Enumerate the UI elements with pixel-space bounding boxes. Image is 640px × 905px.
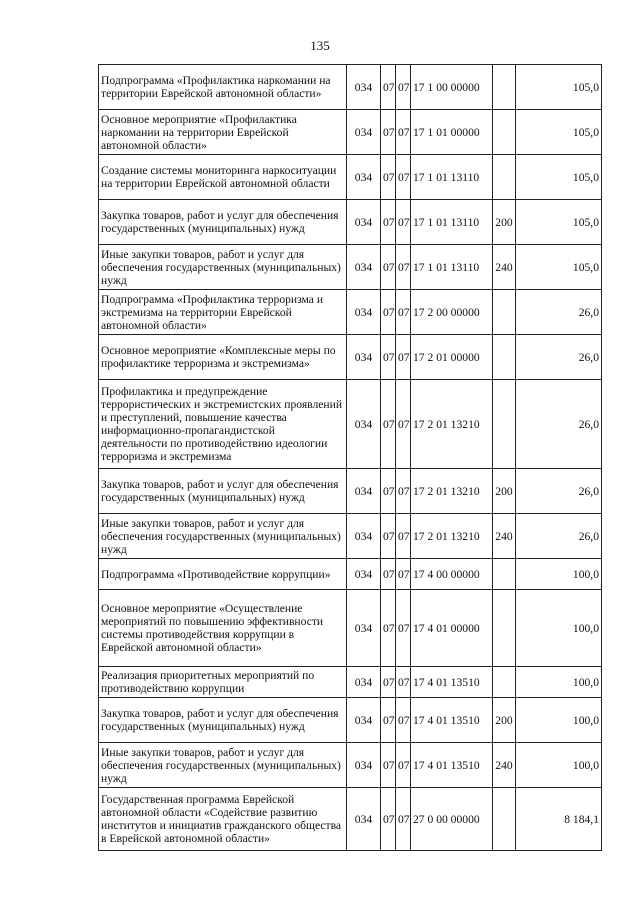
table-row xyxy=(99,110,602,155)
article-code: 17 2 01 13210 xyxy=(411,380,493,469)
subsection-code: 07 xyxy=(396,667,411,698)
amount: 105,0 xyxy=(516,200,602,245)
expense-type-code xyxy=(493,65,516,110)
ministry-code: 034 xyxy=(347,698,381,743)
subsection-code: 07 xyxy=(396,788,411,851)
amount: 26,0 xyxy=(516,335,602,380)
table-row xyxy=(99,469,602,514)
amount: 100,0 xyxy=(516,559,602,590)
expense-type-code xyxy=(493,590,516,667)
ministry-code: 034 xyxy=(347,667,381,698)
amount: 105,0 xyxy=(516,110,602,155)
article-code: 17 4 00 00000 xyxy=(411,559,493,590)
subsection-code: 07 xyxy=(396,559,411,590)
subsection-code: 07 xyxy=(396,380,411,469)
table-row xyxy=(99,380,602,469)
expense-type-code: 200 xyxy=(493,200,516,245)
expense-type-code xyxy=(493,335,516,380)
amount: 100,0 xyxy=(516,667,602,698)
budget-table xyxy=(98,64,602,851)
table-row xyxy=(99,788,602,851)
row-name: Иные закупки товаров, работ и услуг для обеспечения государственных (муниципальных) нужд xyxy=(99,743,347,788)
row-name: Подпрограмма «Противодействие коррупции» xyxy=(99,559,347,590)
subsection-code: 07 xyxy=(396,514,411,559)
section-code: 07 xyxy=(381,469,396,514)
expense-type-code xyxy=(493,667,516,698)
ministry-code: 034 xyxy=(347,380,381,469)
table-row xyxy=(99,559,602,590)
expense-type-code: 200 xyxy=(493,469,516,514)
article-code: 17 1 01 13110 xyxy=(411,200,493,245)
expense-type-code: 240 xyxy=(493,514,516,559)
row-name: Закупка товаров, работ и услуг для обеспечения государственных (муниципальных) нужд xyxy=(99,469,347,514)
amount: 100,0 xyxy=(516,590,602,667)
section-code: 07 xyxy=(381,245,396,290)
section-code: 07 xyxy=(381,380,396,469)
table-row xyxy=(99,290,602,335)
amount: 26,0 xyxy=(516,380,602,469)
article-code: 17 1 01 13110 xyxy=(411,245,493,290)
section-code: 07 xyxy=(381,667,396,698)
expense-type-code xyxy=(493,788,516,851)
ministry-code: 034 xyxy=(347,155,381,200)
ministry-code: 034 xyxy=(347,559,381,590)
expense-type-code: 240 xyxy=(493,743,516,788)
page-number: 135 xyxy=(310,38,330,53)
section-code: 07 xyxy=(381,514,396,559)
table-row xyxy=(99,335,602,380)
table-row xyxy=(99,698,602,743)
section-code: 07 xyxy=(381,743,396,788)
article-code: 17 4 01 13510 xyxy=(411,667,493,698)
amount: 26,0 xyxy=(516,290,602,335)
expense-type-code xyxy=(493,380,516,469)
row-name: Государственная программа Еврейской автономной области «Содействие развитию институтов и инициатив гражданского общества в Еврейской автономной области» xyxy=(99,788,347,851)
article-code: 17 4 01 13510 xyxy=(411,698,493,743)
section-code: 07 xyxy=(381,788,396,851)
row-name: Подпрограмма «Профилактика терроризма и экстремизма на территории Еврейской автономной области» xyxy=(99,290,347,335)
row-name: Основное мероприятие «Профилактика наркомании на территории Еврейской автономной области» xyxy=(99,110,347,155)
row-name: Профилактика и предупреждение террористических и экстремистских проявлений и преступлений, повышение качества информационно-пропагандистской деятельности по противодействию идеологии терроризма и экстремизма xyxy=(99,380,347,469)
table-row xyxy=(99,65,602,110)
table-row xyxy=(99,667,602,698)
row-name: Создание системы мониторинга наркоситуации на территории Еврейской автономной области xyxy=(99,155,347,200)
row-name: Иные закупки товаров, работ и услуг для обеспечения государственных (муниципальных) нужд xyxy=(99,245,347,290)
table-row xyxy=(99,743,602,788)
section-code: 07 xyxy=(381,65,396,110)
expense-type-code xyxy=(493,155,516,200)
row-name: Основное мероприятие «Комплексные меры по профилактике терроризма и экстремизма» xyxy=(99,335,347,380)
subsection-code: 07 xyxy=(396,590,411,667)
table-row xyxy=(99,514,602,559)
amount: 100,0 xyxy=(516,743,602,788)
expense-type-code: 240 xyxy=(493,245,516,290)
subsection-code: 07 xyxy=(396,155,411,200)
subsection-code: 07 xyxy=(396,110,411,155)
amount: 105,0 xyxy=(516,155,602,200)
section-code: 07 xyxy=(381,698,396,743)
expense-type-code xyxy=(493,290,516,335)
table-row xyxy=(99,590,602,667)
ministry-code: 034 xyxy=(347,245,381,290)
article-code: 17 1 01 13110 xyxy=(411,155,493,200)
subsection-code: 07 xyxy=(396,469,411,514)
ministry-code: 034 xyxy=(347,110,381,155)
section-code: 07 xyxy=(381,335,396,380)
ministry-code: 034 xyxy=(347,200,381,245)
table-row xyxy=(99,200,602,245)
row-name: Подпрограмма «Профилактика наркомании на территории Еврейской автономной области» xyxy=(99,65,347,110)
section-code: 07 xyxy=(381,559,396,590)
article-code: 17 2 00 00000 xyxy=(411,290,493,335)
table-row xyxy=(99,245,602,290)
subsection-code: 07 xyxy=(396,245,411,290)
ministry-code: 034 xyxy=(347,788,381,851)
article-code: 17 2 01 13210 xyxy=(411,469,493,514)
subsection-code: 07 xyxy=(396,200,411,245)
article-code: 17 1 00 00000 xyxy=(411,65,493,110)
ministry-code: 034 xyxy=(347,335,381,380)
amount: 26,0 xyxy=(516,514,602,559)
expense-type-code: 200 xyxy=(493,698,516,743)
amount: 100,0 xyxy=(516,698,602,743)
section-code: 07 xyxy=(381,200,396,245)
table-row xyxy=(99,155,602,200)
article-code: 17 4 01 00000 xyxy=(411,590,493,667)
article-code: 17 1 01 00000 xyxy=(411,110,493,155)
row-name: Реализация приоритетных мероприятий по противодействию коррупции xyxy=(99,667,347,698)
article-code: 27 0 00 00000 xyxy=(411,788,493,851)
row-name: Закупка товаров, работ и услуг для обеспечения государственных (муниципальных) нужд xyxy=(99,698,347,743)
ministry-code: 034 xyxy=(347,65,381,110)
subsection-code: 07 xyxy=(396,65,411,110)
expense-type-code xyxy=(493,110,516,155)
article-code: 17 4 01 13510 xyxy=(411,743,493,788)
section-code: 07 xyxy=(381,590,396,667)
amount: 26,0 xyxy=(516,469,602,514)
subsection-code: 07 xyxy=(396,698,411,743)
ministry-code: 034 xyxy=(347,514,381,559)
ministry-code: 034 xyxy=(347,743,381,788)
amount: 105,0 xyxy=(516,65,602,110)
row-name: Иные закупки товаров, работ и услуг для обеспечения государственных (муниципальных) нужд xyxy=(99,514,347,559)
subsection-code: 07 xyxy=(396,743,411,788)
article-code: 17 2 01 00000 xyxy=(411,335,493,380)
ministry-code: 034 xyxy=(347,590,381,667)
section-code: 07 xyxy=(381,290,396,335)
amount: 8 184,1 xyxy=(516,788,602,851)
section-code: 07 xyxy=(381,110,396,155)
ministry-code: 034 xyxy=(347,290,381,335)
row-name: Закупка товаров, работ и услуг для обеспечения государственных (муниципальных) нужд xyxy=(99,200,347,245)
expense-type-code xyxy=(493,559,516,590)
subsection-code: 07 xyxy=(396,290,411,335)
section-code: 07 xyxy=(381,155,396,200)
subsection-code: 07 xyxy=(396,335,411,380)
ministry-code: 034 xyxy=(347,469,381,514)
row-name: Основное мероприятие «Осуществление мероприятий по повышению эффективности системы противодействия коррупции в Еврейской автономной области» xyxy=(99,590,347,667)
amount: 105,0 xyxy=(516,245,602,290)
article-code: 17 2 01 13210 xyxy=(411,514,493,559)
